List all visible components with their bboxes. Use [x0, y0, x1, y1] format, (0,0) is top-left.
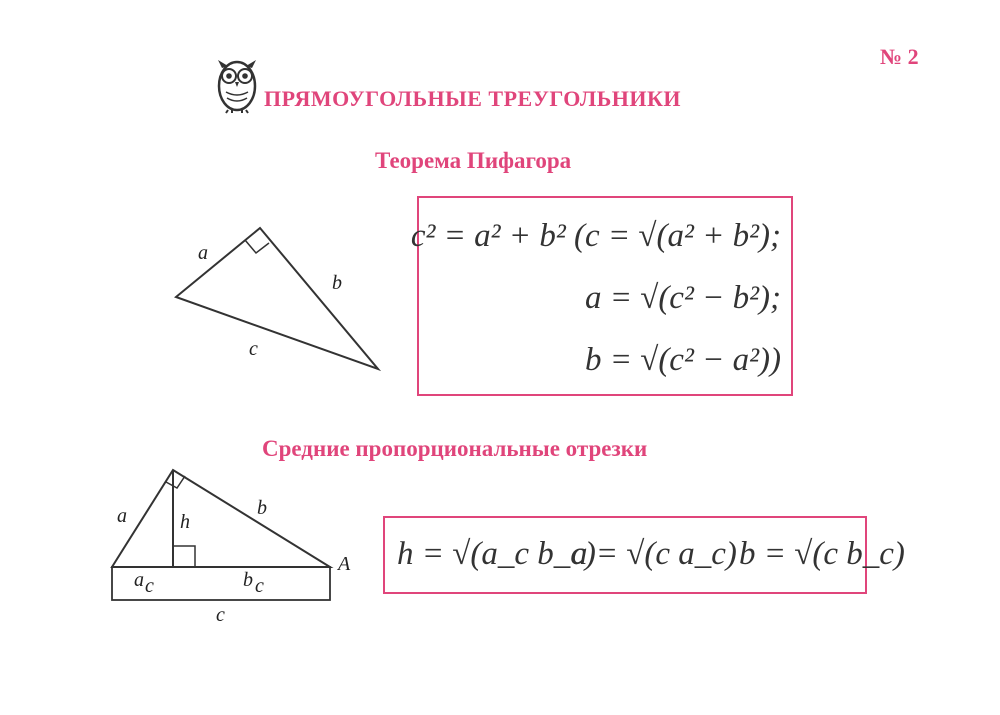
formula-a: a = √(c a_c) [571, 536, 737, 572]
formula-h: h = √(a_c b_c) [397, 536, 596, 572]
formula-line: b = √(c² − a²)) [584, 342, 781, 378]
formula-line: c² = a² + b² (c = √(a² + b²); [410, 218, 781, 254]
section-title-pythagorean: Теорема Пифагора [375, 148, 572, 173]
formula-line: a = √(c² − b²); [584, 280, 781, 316]
label-b2: b [257, 497, 267, 519]
label-c1: c [249, 338, 258, 360]
label-b1: b [332, 272, 342, 294]
label-bc: b [243, 569, 253, 591]
label-vertex-a: A [338, 553, 351, 575]
label-c2: c [216, 604, 225, 626]
label-a2: a [117, 505, 127, 527]
label-ac: a [134, 569, 144, 591]
page-title: ПРЯМОУГОЛЬНЫЕ ТРЕУГОЛЬНИКИ [264, 86, 682, 111]
label-h: h [180, 511, 190, 533]
label-bc-sub: c [255, 575, 264, 597]
page-number: № 2 [880, 44, 919, 69]
label-ac-sub: c [145, 575, 154, 597]
formula-b: b = √(c b_c) [739, 536, 905, 572]
formula-box-proportional [383, 516, 905, 594]
label-a1: a [198, 242, 208, 264]
formula-box-pythagorean [410, 196, 793, 396]
section-title-proportional: Средние пропорциональные отрезки [262, 436, 648, 461]
